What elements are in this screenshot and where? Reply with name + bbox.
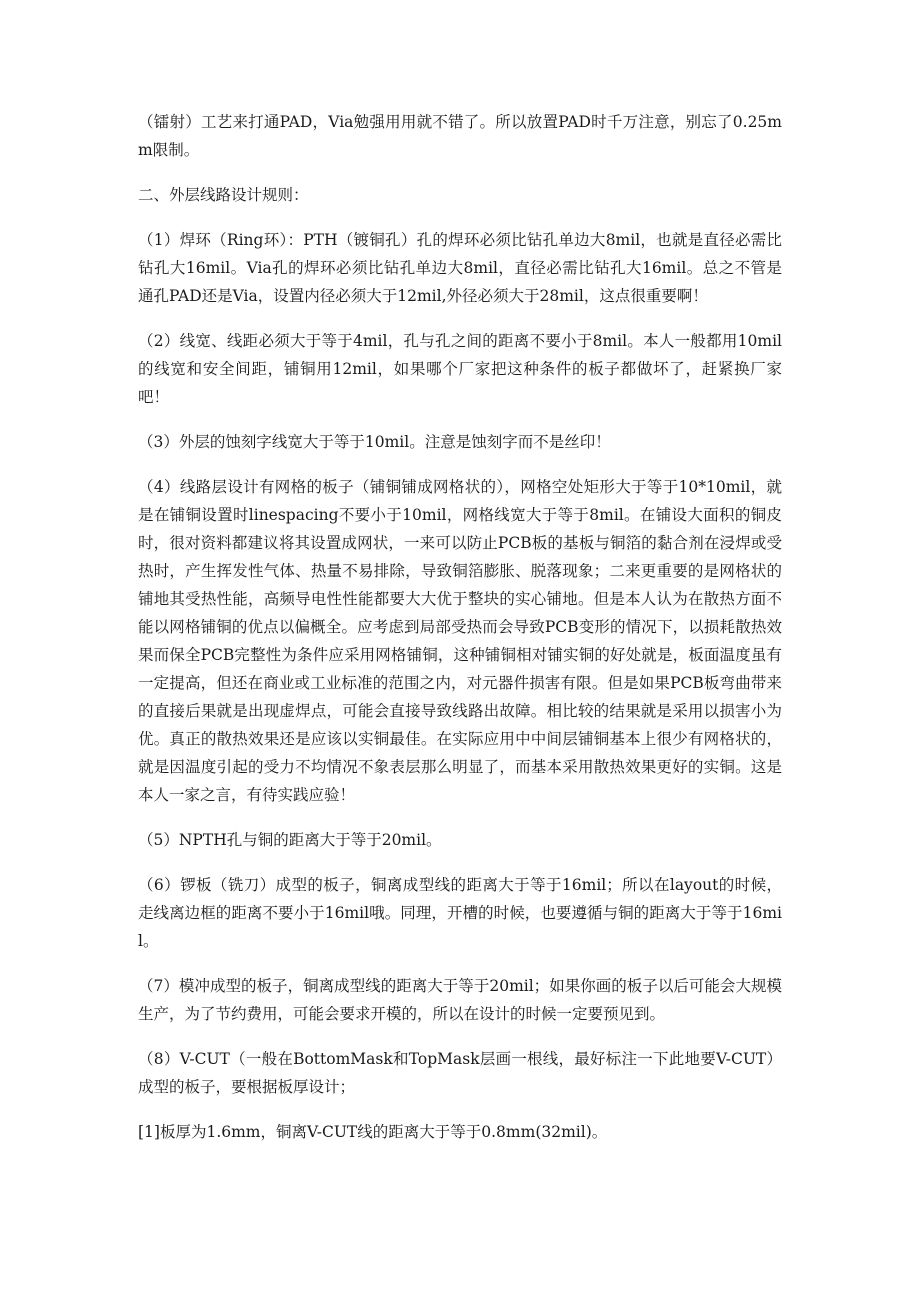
paragraph-rule-6-routing: （6）锣板（铣刀）成型的板子，铜离成型线的距离大于等于16mil；所以在layout的时候，走线离边框的距离不要小于16mil哦。同理，开槽的时候，也要遵循与铜的距离大于等于16mil。 — [138, 876, 782, 950]
paragraph-rule-5-npth: （5）NPTH孔与铜的距离大于等于20mil。 — [138, 831, 442, 849]
paragraph-rule-4-grid-copper: （4）线路层设计有网格的板子（铺铜铺成网格状的），网格空处矩形大于等于10*10mil，就是在铺铜设置时linespacing不要小于10mil，网格线宽大于等于8mil。在铺设大面积的铜皮时，很对资料都建议将其设置成网状，一来可以防止PCB板的基板与铜箔的黏合剂在浸焊或受热时，产生挥发性气体、热量不易排除，导致铜箔膨胀、脱落现象；二来更重要的是网格状的铺地其受热性能，高频导电性性能都要大大优于整块的实心铺地。但是本人认为在散热方面不能以网格铺铜的优点以偏概全。应考虑到局部受热而会导致PCB变形的情况下，以损耗散热效果而保全PCB完整性为条件应采用网格铺铜，这种铺铜相对铺实铜的好处就是，板面温度虽有一定提高，但还在商业或工业标准的范围之内，对元器件损害有限。但是如果PCB板弯曲带来的直接后果就是出现虚焊点，可能会直接导致线路出故障。相比较的结果就是采用以损害小为优。真正的散热效果还是应该以实铜最佳。在实际应用中中间层铺铜基本上很少有网格状的，就是因温度引起的受力不均情况不象表层那么明显了，而基本采用散热效果更好的实铜。这是本人一家之言，有待实践应验！ — [138, 478, 782, 804]
paragraph-rule-8-vcut: （8）V-CUT（一般在BottomMask和TopMask层画一根线，最好标注一下此地要V-CUT）成型的板子，要根据板厚设计； — [138, 1050, 782, 1096]
paragraph-rule-1-ring: （1）焊环（Ring环）：PTH（镀铜孔）孔的焊环必须比钻孔单边大8mil，也就是直径必需比钻孔大16mil。Via孔的焊环必须比钻孔单边大8mil，直径必需比钻孔大16mil。总之不管是通孔PAD还是Via，设置内径必须大于12mil,外径必须大于28mil，这点很重要啊！ — [138, 231, 782, 305]
document-body — [138, 108, 782, 1163]
paragraph-intro-continuation: （镭射）工艺来打通PAD，Via勉强用用就不错了。所以放置PAD时千万注意，别忘了0.25mm限制。 — [138, 113, 782, 159]
section-heading-outer-layer-rules: 二、外层线路设计规则： — [138, 186, 309, 204]
paragraph-vcut-subrule-1: [1]板厚为1.6mm，铜离V-CUT线的距离大于等于0.8mm(32mil)。 — [138, 1123, 608, 1141]
paragraph-rule-2-trace-width: （2）线宽、线距必须大于等于4mil，孔与孔之间的距离不要小于8mil。本人一般都用10mil的线宽和安全间距，铺铜用12mil，如果哪个厂家把这种条件的板子都做坏了，赶紧换厂家吧！ — [138, 332, 782, 406]
paragraph-rule-7-punching: （7）模冲成型的板子，铜离成型线的距离大于等于20mil；如果你画的板子以后可能会大规模生产，为了节约费用，可能会要求开模的，所以在设计的时候一定要预见到。 — [138, 977, 782, 1023]
paragraph-rule-3-etched-text: （3）外层的蚀刻字线宽大于等于10mil。注意是蚀刻字而不是丝印！ — [138, 433, 611, 451]
